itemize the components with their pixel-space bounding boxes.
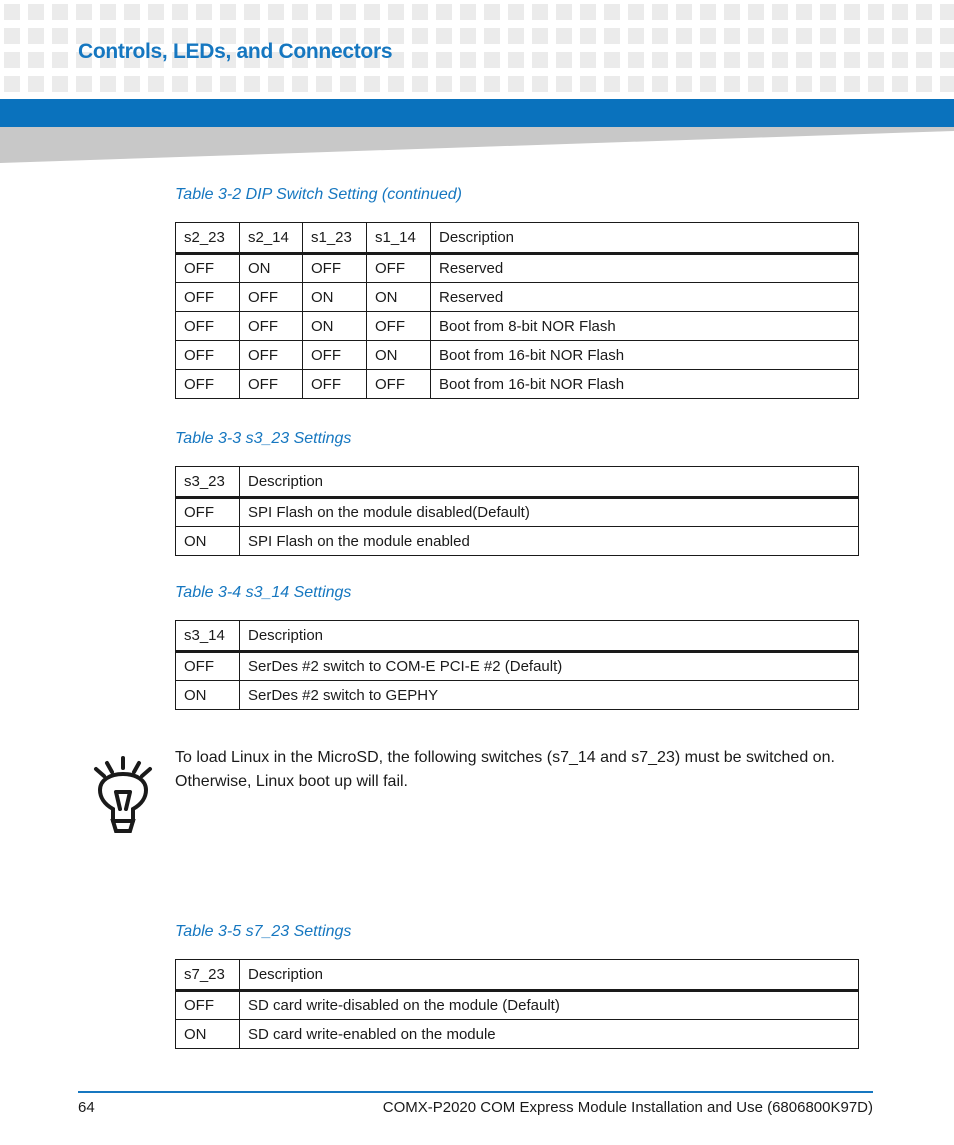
header-tile (700, 28, 716, 44)
table-cell: OFF (176, 254, 240, 283)
dip-switch-table (175, 222, 859, 399)
header-tile (364, 4, 380, 20)
header-tile (52, 4, 68, 20)
header-tile (4, 4, 20, 20)
header-tile (484, 76, 500, 92)
header-tile (748, 4, 764, 20)
header-tile (748, 52, 764, 68)
header-tile (796, 76, 812, 92)
table-cell: ON (367, 341, 431, 370)
table-cell: ON (176, 1020, 240, 1049)
header-tile (220, 76, 236, 92)
table-row (176, 312, 859, 341)
header-tile (460, 28, 476, 44)
header-tile (340, 4, 356, 20)
lightbulb-icon (92, 755, 156, 839)
column-header: s3_14 (176, 621, 240, 652)
header-tile (796, 4, 812, 20)
header-tile (628, 28, 644, 44)
header-tile (388, 76, 404, 92)
header-tile (604, 4, 620, 20)
header-tile (460, 4, 476, 20)
header-tile (724, 28, 740, 44)
header-tile (628, 52, 644, 68)
header-tile (388, 4, 404, 20)
header-tile (532, 28, 548, 44)
header-grey-wedge (0, 127, 954, 163)
table-cell: SerDes #2 switch to COM-E PCI-E #2 (Default) (240, 652, 859, 681)
header-tile (724, 52, 740, 68)
header-tile (676, 4, 692, 20)
table-cell: ON (303, 283, 367, 312)
footer-document-title: COMX-P2020 COM Express Module Installation and Use (6806800K97D) (382, 1099, 873, 1116)
table-header-row (176, 223, 859, 254)
header-tile (52, 52, 68, 68)
header-tile (844, 4, 860, 20)
header-tile (412, 52, 428, 68)
header-tile (868, 76, 884, 92)
table-cell: OFF (240, 312, 303, 341)
table-row (176, 254, 859, 283)
header-tile (700, 76, 716, 92)
header-tile (484, 52, 500, 68)
header-tile (940, 76, 954, 92)
header-tile (580, 52, 596, 68)
column-header: s1_14 (367, 223, 431, 254)
table-caption: Table 3-3 s3_23 Settings (175, 430, 352, 447)
header-tile (196, 76, 212, 92)
table-cell: Reserved (431, 254, 859, 283)
table-caption: Table 3-5 s7_23 Settings (175, 923, 352, 940)
table-cell: OFF (176, 312, 240, 341)
header-tile (76, 76, 92, 92)
header-tile (484, 4, 500, 20)
header-tile (700, 4, 716, 20)
header-tile (4, 28, 20, 44)
header-tile (508, 4, 524, 20)
header-tile (460, 52, 476, 68)
page-number: 64 (78, 1099, 95, 1116)
header-tile (628, 4, 644, 20)
header-tile (436, 76, 452, 92)
header-tile (580, 4, 596, 20)
header-tile (4, 76, 20, 92)
header-tile (412, 4, 428, 20)
header-tile (604, 28, 620, 44)
table-cell: OFF (303, 254, 367, 283)
header-tile (316, 76, 332, 92)
header-tile (100, 76, 116, 92)
note-text: To load Linux in the MicroSD, the following switches (s7_14 and s7_23) must be switched on. Otherwise, Linux boot up will fail. (175, 749, 835, 790)
header-tile (916, 28, 932, 44)
table-cell: Boot from 8-bit NOR Flash (431, 312, 859, 341)
table-row (176, 1020, 859, 1049)
header-tile (532, 52, 548, 68)
table-caption: Table 3-2 DIP Switch Setting (continued) (175, 186, 462, 203)
table-caption: Table 3-4 s3_14 Settings (175, 584, 352, 601)
header-tile (820, 4, 836, 20)
header-tile (892, 76, 908, 92)
table-row (176, 370, 859, 399)
header-tile (820, 28, 836, 44)
header-tile (172, 76, 188, 92)
header-tile (28, 52, 44, 68)
header-tile (916, 76, 932, 92)
section-title: Controls, LEDs, and Connectors (78, 40, 393, 63)
header-tile (844, 76, 860, 92)
header-tile (220, 4, 236, 20)
header-tile (484, 28, 500, 44)
column-header: Description (240, 467, 859, 498)
header-tile (28, 4, 44, 20)
column-header: Description (240, 621, 859, 652)
header-tile (748, 28, 764, 44)
header-tile (580, 28, 596, 44)
header-tile (412, 28, 428, 44)
header-tile (820, 52, 836, 68)
table-cell: OFF (240, 370, 303, 399)
column-header: Description (431, 223, 859, 254)
header-tile (796, 52, 812, 68)
header-tile (844, 28, 860, 44)
table-cell: ON (367, 283, 431, 312)
table-cell: ON (176, 527, 240, 556)
header-tile (556, 52, 572, 68)
table-cell: OFF (176, 370, 240, 399)
column-header: Description (240, 960, 859, 991)
table-cell: SerDes #2 switch to GEPHY (240, 681, 859, 710)
header-tile (940, 4, 954, 20)
header-tile (556, 28, 572, 44)
header-tile (316, 4, 332, 20)
header-tile (676, 28, 692, 44)
header-tile (700, 52, 716, 68)
column-header: s3_23 (176, 467, 240, 498)
header-tile (772, 4, 788, 20)
header-tile (268, 4, 284, 20)
header-tile (628, 76, 644, 92)
s7-23-table (175, 959, 859, 1049)
header-tile (652, 28, 668, 44)
header-tile (676, 52, 692, 68)
column-header: s7_23 (176, 960, 240, 991)
header-tile (436, 4, 452, 20)
table-cell: ON (303, 312, 367, 341)
table-row (176, 498, 859, 527)
header-tile (100, 4, 116, 20)
header-tile (556, 76, 572, 92)
table-cell: Reserved (431, 283, 859, 312)
header-tile (148, 76, 164, 92)
header-tile (532, 4, 548, 20)
header-tile (868, 28, 884, 44)
s3-23-table (175, 466, 859, 556)
table-row (176, 283, 859, 312)
table-cell: OFF (176, 283, 240, 312)
header-tile (124, 4, 140, 20)
table-cell: OFF (240, 283, 303, 312)
header-tile (364, 76, 380, 92)
header-tile (892, 4, 908, 20)
table-cell: OFF (367, 254, 431, 283)
column-header: s1_23 (303, 223, 367, 254)
header-tile (76, 4, 92, 20)
header-tile (460, 76, 476, 92)
header-tile (724, 76, 740, 92)
header-tile (196, 4, 212, 20)
header-tile (508, 76, 524, 92)
header-tile (556, 4, 572, 20)
table-header-row (176, 467, 859, 498)
header-tile (580, 76, 596, 92)
header-tile (508, 28, 524, 44)
header-tile (340, 76, 356, 92)
footer-rule (78, 1091, 873, 1093)
header-tile (268, 76, 284, 92)
header-tile (532, 76, 548, 92)
table-row (176, 991, 859, 1020)
column-header: s2_23 (176, 223, 240, 254)
header-tile (244, 4, 260, 20)
table-row (176, 681, 859, 710)
header-tile (892, 28, 908, 44)
table-header-row (176, 621, 859, 652)
table-cell: ON (240, 254, 303, 283)
header-tile (844, 52, 860, 68)
header-tile (916, 52, 932, 68)
header-tile (604, 76, 620, 92)
table-cell: Boot from 16-bit NOR Flash (431, 370, 859, 399)
column-header: s2_14 (240, 223, 303, 254)
header-tile (748, 76, 764, 92)
header-tile (772, 76, 788, 92)
table-header-row (176, 960, 859, 991)
table-cell: Boot from 16-bit NOR Flash (431, 341, 859, 370)
header-tile (724, 4, 740, 20)
header-tile (412, 76, 428, 92)
table-cell: OFF (303, 370, 367, 399)
header-tile (52, 76, 68, 92)
table-cell: OFF (367, 370, 431, 399)
header-tile (244, 76, 260, 92)
header-tile (124, 76, 140, 92)
table-cell: OFF (176, 991, 240, 1020)
header-tile (652, 52, 668, 68)
table-cell: SPI Flash on the module disabled(Default) (240, 498, 859, 527)
header-tile (148, 4, 164, 20)
table-cell: OFF (367, 312, 431, 341)
table-cell: OFF (176, 341, 240, 370)
table-row (176, 652, 859, 681)
table-row (176, 527, 859, 556)
header-tile (28, 28, 44, 44)
header-tile (796, 28, 812, 44)
table-row (176, 341, 859, 370)
header-tile (940, 52, 954, 68)
header-tile (436, 52, 452, 68)
header-tile (676, 76, 692, 92)
header-tile (28, 76, 44, 92)
header-tile (4, 52, 20, 68)
table-cell: SD card write-enabled on the module (240, 1020, 859, 1049)
header-tile (868, 52, 884, 68)
header-tile (892, 52, 908, 68)
header-tile (772, 52, 788, 68)
header-tile (292, 76, 308, 92)
header-tile (604, 52, 620, 68)
header-tile (172, 4, 188, 20)
header-tile (916, 4, 932, 20)
header-tile (940, 28, 954, 44)
table-cell: SPI Flash on the module enabled (240, 527, 859, 556)
header-tile (652, 76, 668, 92)
header-tile (508, 52, 524, 68)
table-cell: OFF (176, 498, 240, 527)
s3-14-table (175, 620, 859, 710)
header-tile (868, 4, 884, 20)
header-blue-bar (0, 99, 954, 127)
table-cell: OFF (176, 652, 240, 681)
table-cell: OFF (303, 341, 367, 370)
header-tile (292, 4, 308, 20)
header-tile (52, 28, 68, 44)
table-cell: ON (176, 681, 240, 710)
header-tile (436, 28, 452, 44)
table-cell: OFF (240, 341, 303, 370)
table-cell: SD card write-disabled on the module (Default) (240, 991, 859, 1020)
header-tile (820, 76, 836, 92)
header-tile (652, 4, 668, 20)
header-tile (772, 28, 788, 44)
